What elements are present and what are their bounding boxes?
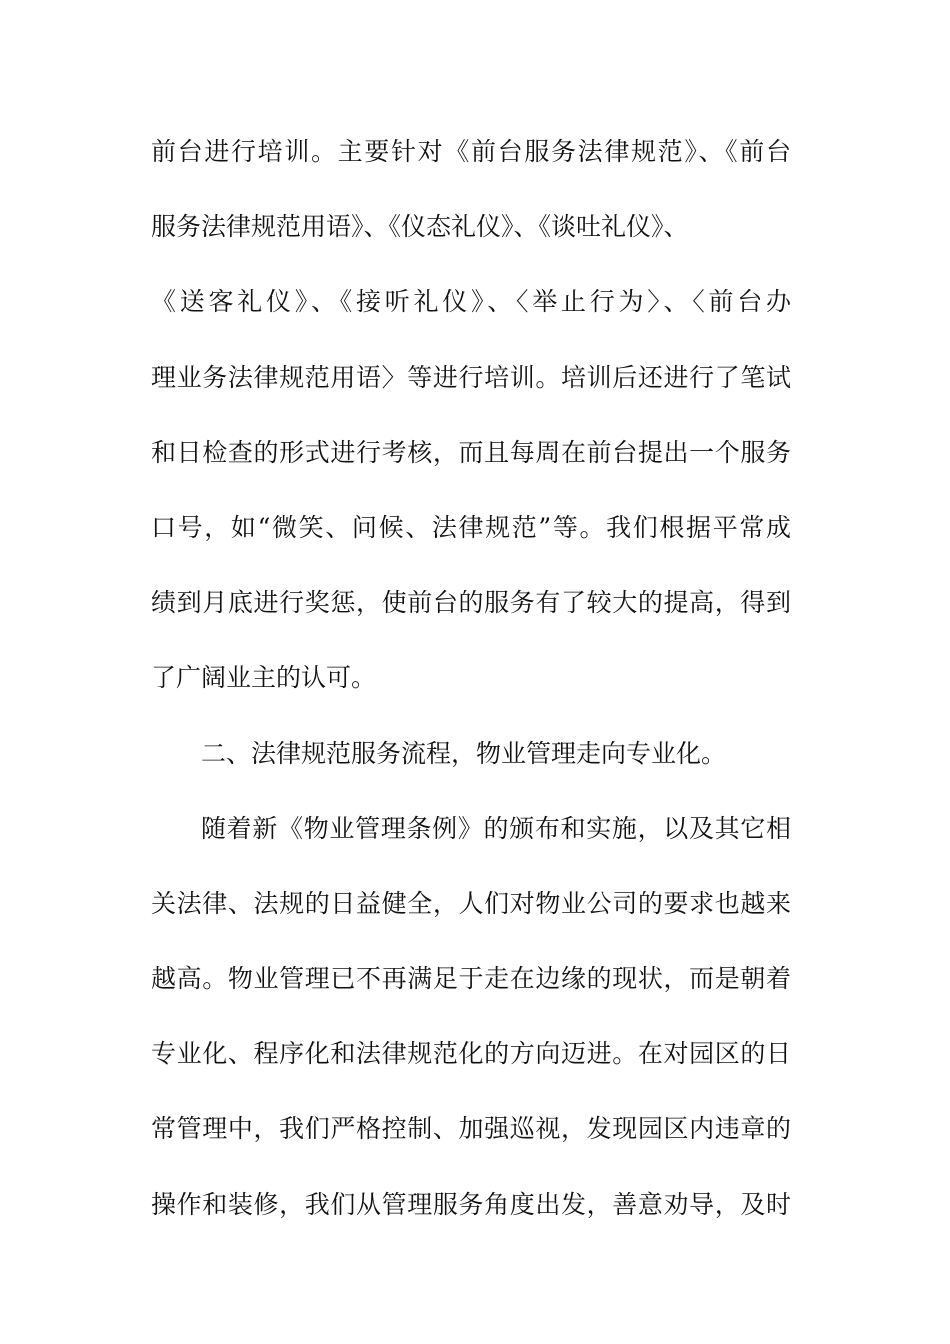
text-line-5: 和日检查的形式进行考核，而且每周在前台提出一个服务 xyxy=(151,437,791,467)
text-line-6: 口号，如“微笑、问候、法律规范”等。我们根据平常成 xyxy=(151,512,791,542)
text-line-15: 操作和装修，我们从管理服务角度出发，善意劝导，及时 xyxy=(151,1189,791,1219)
text-line-7: 绩到月底进行奖惩，使前台的服务有了较大的提高，得到 xyxy=(151,588,791,618)
text-line-13: 专业化、程序化和法律规范化的方向迈进。在对园区的日 xyxy=(151,1039,791,1069)
text-line-11: 关法律、法规的日益健全，人们对物业公司的要求也越来 xyxy=(151,888,791,918)
text-line-12: 越高。物业管理已不再满足于走在边缘的现状，而是朝着 xyxy=(151,964,791,994)
text-line-3: 《送客礼仪》、《接听礼仪》、〈举止行为〉、〈前台办 xyxy=(151,287,791,317)
text-line-14: 常管理中，我们严格控制、加强巡视，发现园区内违章的 xyxy=(151,1114,791,1144)
text-line-1: 前台进行培训。主要针对《前台服务法律规范》、《前台 xyxy=(151,137,791,166)
document-body xyxy=(151,127,791,1255)
text-line-4: 理业务法律规范用语〉等进行培训。培训后还进行了笔试 xyxy=(151,362,791,392)
section-heading: 二、法律规范服务流程，物业管理走向专业化。 xyxy=(201,738,727,768)
text-line-10: 随着新《物业管理条例》的颁布和实施，以及其它相 xyxy=(201,813,791,843)
text-line-2: 服务法律规范用语》、《仪态礼仪》、《谈吐礼仪》、 xyxy=(151,212,689,242)
text-line-8: 了广阔业主的认可。 xyxy=(151,663,377,693)
